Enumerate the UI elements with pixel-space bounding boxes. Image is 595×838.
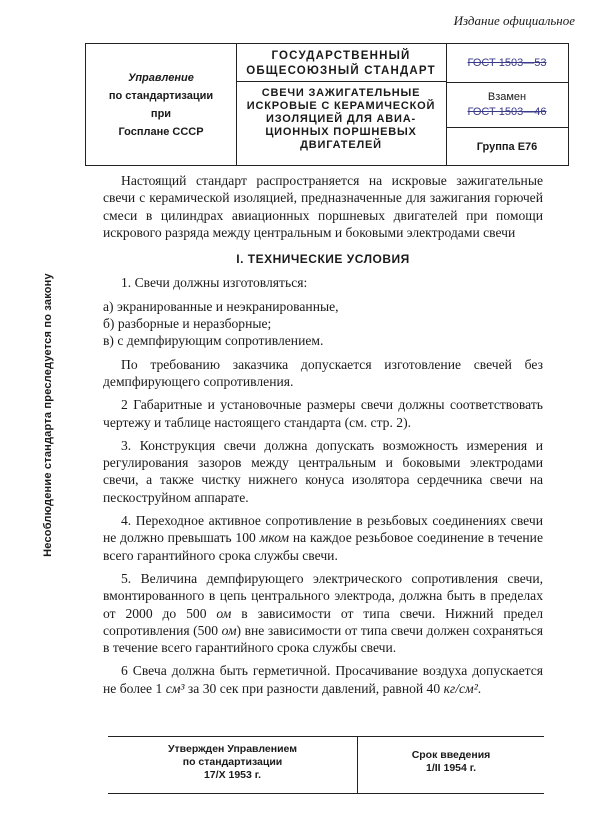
item-5-text: в зависимости от типа свечи. Нижний предел сопротивления (500: [103, 605, 544, 638]
group-code: Группа Е76: [476, 141, 538, 153]
item-6-text: .: [477, 680, 482, 696]
item-4-text: на каждое резьбовое соединение в течение всего гарантийного срока службы свечи.: [103, 530, 543, 563]
standard-type-line: ГОСУДАРСТВЕННЫЙ: [271, 50, 411, 62]
gost-number: ГОСТ 1503—53: [467, 57, 547, 69]
list-item: в) с демпфирующим сопротивлением.: [103, 333, 324, 349]
edition-label: Издание официальное: [453, 13, 575, 28]
side-note-text: Несоблюдение стандарта преследуется по закону: [42, 273, 54, 557]
approval-line: Утвержден Управлением: [168, 743, 297, 755]
effective-date-block: [358, 737, 544, 793]
unit: ом: [221, 622, 237, 638]
standard-header: [85, 43, 569, 166]
approval-block: [108, 737, 358, 793]
authority-line: по стандартизации: [108, 89, 214, 102]
authority-line: Управление: [128, 71, 194, 84]
title-line: ДВИГАТЕЛЕЙ: [300, 139, 382, 151]
section-title: I. ТЕХНИЧЕСКИЕ УСЛОВИЯ: [236, 252, 410, 267]
item-5-text: ) вне зависимости от типа свечи должен сохраняться в течение всего гарантийного срока службы свечи.: [103, 622, 543, 656]
unit: кг/см²: [443, 680, 478, 696]
item-2: 2 Габаритные и установочные размеры свечи должны соответствовать чертежу и таблице настоящего стандарта (см. стр. 2).: [103, 397, 543, 430]
item-6: [103, 662, 543, 697]
unit: ом: [216, 605, 232, 621]
item-4: [103, 512, 543, 564]
issuing-authority: [86, 44, 237, 165]
replaces-cell: [446, 83, 568, 128]
standard-title-block: [236, 44, 447, 165]
effective-line: Срок введения: [411, 749, 491, 761]
title-line: СВЕЧИ ЗАЖИГАТЕЛЬНЫЕ: [261, 87, 421, 99]
item-6-text: 6 Свеча должна быть герметичной. Просачивание воздуха допускается не более 1: [103, 663, 543, 696]
document-body: [103, 172, 543, 703]
list-item: б) разборные и неразборные;: [103, 316, 272, 332]
authority-line: при: [150, 107, 172, 120]
side-note: [38, 265, 58, 565]
effective-line: 1/II 1954 г.: [425, 762, 477, 774]
approval-line: 17/X 1953 г.: [203, 769, 262, 781]
title-line: ЦИОННЫХ ПОРШНЕВЫХ: [265, 126, 417, 138]
item-1-list: [103, 298, 543, 350]
standard-title: [236, 82, 446, 152]
item-5-text: 5. Величина демпфирующего электрического сопротивления свечи, вмонтированного в цепь центрального электрода, должна быть в пределах от 2000 до 500: [103, 570, 543, 621]
replaces-label: Взамен: [487, 91, 527, 103]
standard-type: [236, 44, 446, 82]
unit: см³: [165, 680, 185, 696]
approval-footer: [108, 736, 544, 794]
item-6-text: за 30 сек при разности давлений, равной 40: [187, 680, 441, 696]
item-1-lead: 1. Свечи должны изготовляться:: [121, 275, 308, 291]
item-3: 3. Конструкция свечи должна допускать возможность измерения и регулирования зазоров между центральным и боковыми электродами свечи, а также чистку нижнего конуса изолятора сердечника свечи на пескоструйном аппарате.: [103, 437, 543, 505]
intro-paragraph: Настоящий стандарт распространяется на искровые зажигательные свечи с керамической изоляцией, предназначенные для зажигания горючей смеси в цилиндрах авиационных поршневых двигателей при помощи искрового разряда между центральным и боковыми электродами свечи: [103, 173, 543, 240]
authority-line: Госплане СССР: [118, 125, 204, 138]
title-line: ИЗОЛЯЦИЕЙ ДЛЯ АВИА-: [266, 113, 416, 125]
unit: мком: [259, 530, 290, 546]
gost-number-cell: [446, 44, 568, 83]
approval-line: по стандартизации: [182, 756, 283, 768]
item-4-text: 4. Переходное активное сопротивление в резьбовых соединениях свечи не должно превышать 100: [103, 513, 543, 546]
replaced-gost: ГОСТ 1503—46: [467, 106, 547, 118]
standard-type-line: ОБЩЕСОЮЗНЫЙ СТАНДАРТ: [246, 65, 436, 77]
standard-codes: [446, 44, 568, 165]
item-5: [103, 570, 543, 656]
title-line: ИСКРОВЫЕ С КЕРАМИЧЕСКОЙ: [246, 100, 436, 112]
item-1-note: По требованию заказчика допускается изготовление свечей без демпфирующего сопротивления.: [103, 356, 543, 389]
list-item: а) экранированные и неэкранированные,: [103, 298, 339, 314]
